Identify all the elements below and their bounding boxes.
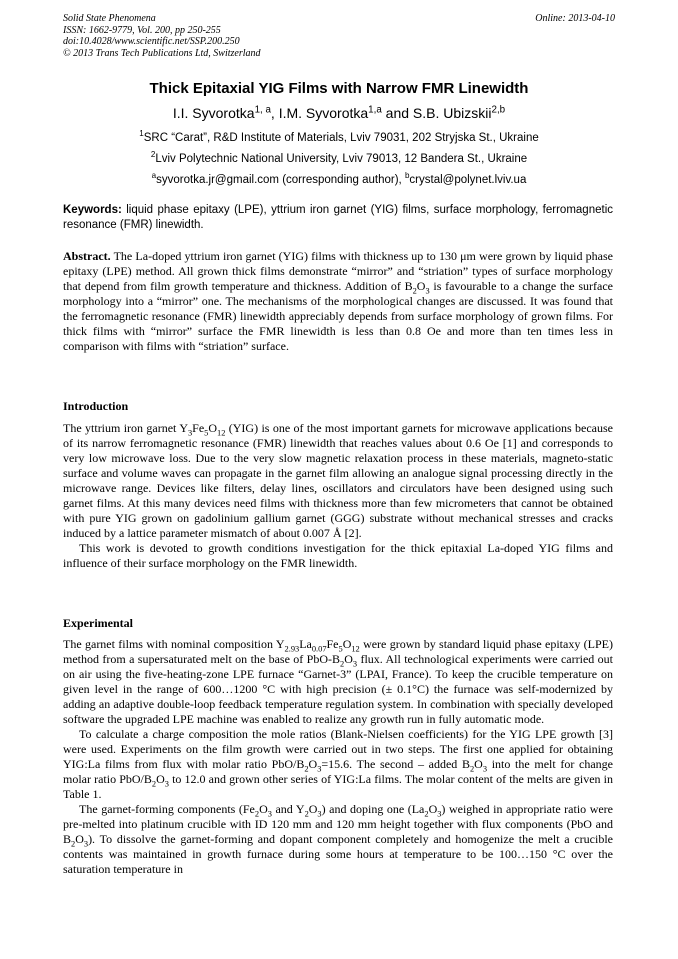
keywords-label: Keywords: (63, 204, 122, 216)
author-separator: and (381, 105, 413, 121)
affiliation-1: $^1$SRC “Carat”, R&D Institute of Materials, Lviv 79031, 202 Stryjska St., Ukraine (139, 129, 539, 144)
abstract: Abstract. The La-doped yttrium iron garnet (YIG) films with thickness up to 130 μm were grown by liquid phase epitaxy (LPE) method. All grown thick films demonstrate “mirror” and “striation” types of surface morphology that depend from film growth temperature and thickness. Addition of $B_2O_3$ is favourable to a change the surface morphology into a “mirror” one. The mechanisms of the morphological changes are discussed. It was found that the ferromagnetic resonance (FMR) linewidth appreciably depends from surface morphology of grown films. For thick films with “mirror” surface the FMR linewidth is less than 0.8 Oe and more than ten times less in comparison with films with “striation” surface. (63, 249, 613, 353)
doi-line: doi:10.4028/www.scientific.net/SSP.200.250 (63, 36, 240, 47)
paragraph: The yttrium iron garnet $Y_3Fe_5O_{12}$ (YIG) is one of the most important garnets for microwave applications because of its narrow ferromagnetic resonance (FMR) linewidth that reaches values about 0.6 Oe [1] and corresponds to very low microwave loss. Due to the very slow magnetic relaxation process in these materials, magneto-static surface and volume waves can propagate in the garnet film allowing an analogue signal processing directly in the microwave range. Devices like filters, delay lines, oscillators and circulators have been designed using such garnet films. At this many devices need films with thickness more than few micrometers that cannot be obtained with pure YIG grown on gadolinium gallium garnet (GGG) substrate without mechanical stresses and cracks induced by a lattice parameter mismatch of about 0.007 Å [2]. (63, 421, 613, 540)
keywords-text: liquid phase epitaxy (LPE), yttrium iron garnet (YIG) films, surface morphology, ferromagnetic resonance (FMR) linewidth. (63, 204, 613, 231)
paper-title: Thick Epitaxial YIG Films with Narrow FMR Linewidth (149, 80, 529, 97)
journal-header (63, 13, 261, 59)
paragraph: To calculate a charge composition the mole ratios (Blank-Nielsen coefficients) for the YIG LPE growth [3] were used. Experiments on the film growth were carried out in two steps. The first one applied for obtaining YIG:La films from flux with molar ratio PbO/$B_2O_3=15.6$. The second – added $B_2O_3$ into the melt for change molar ratio PbO/$B_2O_3$ to 12.0 and grown other series of YIG:La films. The molar content of the melts are given in Table 1. (63, 727, 614, 801)
issn-line: ISSN: 1662-9779, Vol. 200, pp 250-255 (63, 24, 221, 36)
author-affiliation-mark: 2,b (491, 104, 506, 116)
copyright-line: © 2013 Trans Tech Publications Ltd, Switzerland (63, 47, 261, 59)
author-name: S.B. Ubizskii (412, 105, 492, 121)
paragraph: The garnet films with nominal composition $Y_{2.93}La_{0.07}Fe_5O_{12}$ were grown by standard liquid phase epitaxy (LPE) method from a supersaturated melt on the base of PbO-$B_2O_3$ flux. All technological experiments were carried out on air using the five-heating-zone LPE furnace “Garnet-3” (LPAI, France). To keep the crucible temperature on given level in the range of 600…1200 °C with high precision (± 0.1°C) the furnace was self-modernized by adding an adaptive double-loop feedback temperature regulation system. In combination with specially developed software the upgraded LPE machine was enabled to realize any growth run in fully automatic mode. (63, 637, 613, 726)
paragraph: This work is devoted to growth conditions investigation for the thick epitaxial La-doped YIG films and influence of their surface morphology on the FMR linewidth. (63, 541, 613, 570)
author-name: I.M. Syvorotka (278, 105, 369, 121)
author-affiliation-mark: 1, a (254, 104, 271, 116)
abstract-label: Abstract. (63, 249, 111, 263)
keywords (63, 203, 613, 233)
section-heading-experimental: Experimental (63, 616, 133, 630)
affiliation-2: $^2$Lviv Polytechnic National University, Lviv 79013, 12 Bandera St., Ukraine (150, 150, 528, 165)
email-line: $^a$syvorotka.jr@gmail.com (corresponding author), $^b$crystal@polynet.lviv.ua (151, 171, 527, 186)
section-heading-introduction: Introduction (63, 399, 129, 413)
author-separator: , (270, 105, 279, 121)
journal-name: Solid State Phenomena (63, 13, 156, 24)
online-date: Online: 2013-04-10 (535, 13, 615, 24)
introduction-body (63, 421, 613, 571)
author-list (0, 105, 678, 121)
paragraph: The garnet-forming components ($Fe_2O_3$ and $Y_2O_3$) and doping one $(La_2O_3)$ weighed in appropriate ratio were pre-melted into platinum crucible with ID 120 mm and 120 mm height together with flux components (PbO and $B_2O_3$). To dissolve the garnet-forming and dopant component completely and homogenize the melt a crucible contents was maintained in growth furnace during some hours at temperature to be 100…150 °C over the saturation temperature in (63, 802, 614, 876)
author-affiliation-mark: 1,a (368, 104, 382, 116)
author-name: I.I. Syvorotka (172, 105, 255, 121)
experimental-body (63, 637, 613, 877)
